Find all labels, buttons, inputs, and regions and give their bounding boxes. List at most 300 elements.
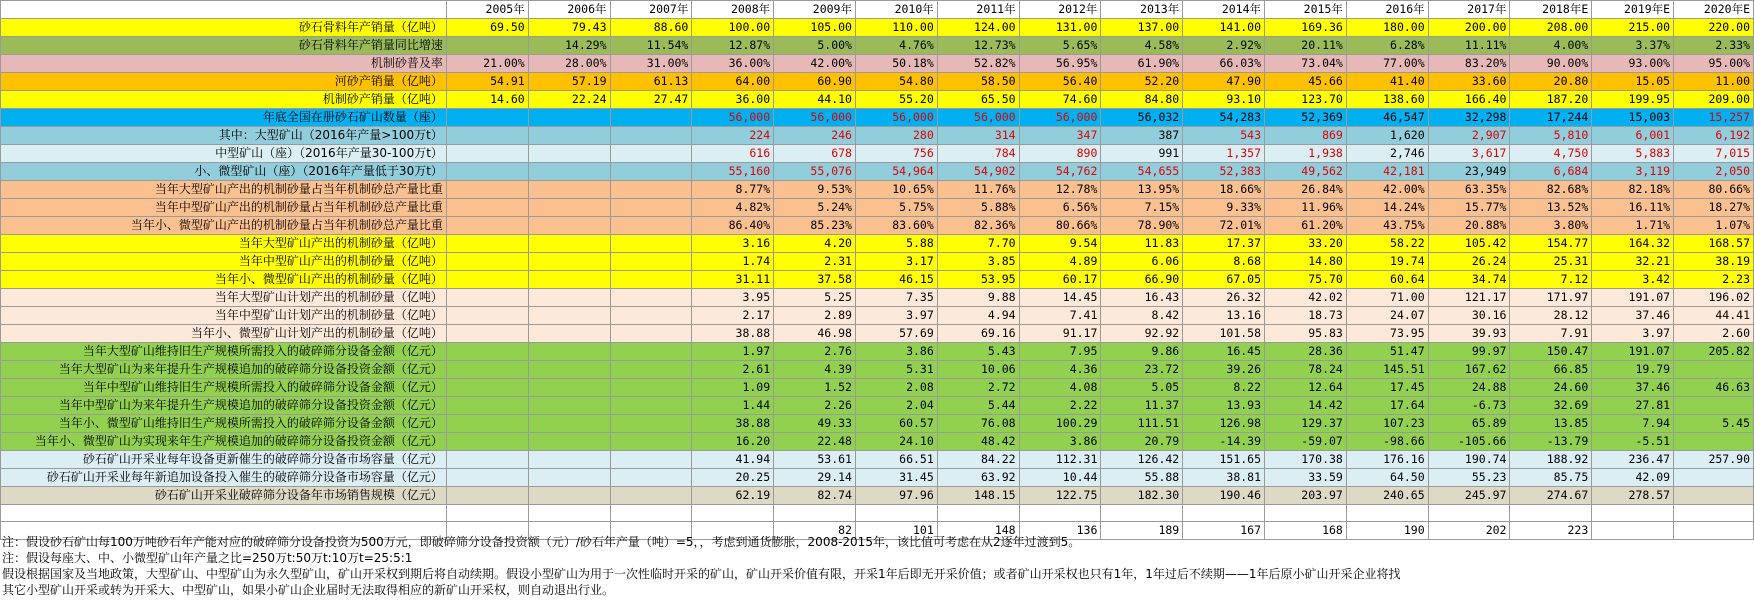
- data-cell[interactable]: 182.30: [1101, 487, 1183, 505]
- data-cell[interactable]: 176.16: [1346, 451, 1428, 469]
- data-cell[interactable]: 32.21: [1592, 253, 1674, 271]
- data-cell[interactable]: 280: [855, 127, 937, 145]
- data-cell[interactable]: 38.19: [1674, 253, 1754, 271]
- data-cell[interactable]: 54,283: [1183, 109, 1265, 127]
- data-cell[interactable]: 43.75%: [1346, 217, 1428, 235]
- data-cell[interactable]: 2.76: [774, 343, 856, 361]
- year-header-cell[interactable]: 2017年: [1428, 1, 1510, 19]
- data-cell[interactable]: 7.15%: [1101, 199, 1183, 217]
- row-label-cell[interactable]: 河砂产销量（亿吨）: [1, 73, 447, 91]
- data-cell[interactable]: 42.02: [1265, 289, 1347, 307]
- data-cell[interactable]: 64.00: [692, 73, 774, 91]
- data-cell[interactable]: 220.00: [1674, 19, 1754, 37]
- data-cell[interactable]: [1265, 505, 1347, 522]
- data-cell[interactable]: 67.05: [1183, 271, 1265, 289]
- data-cell[interactable]: 4.76%: [855, 37, 937, 55]
- data-cell[interactable]: 52,369: [1265, 109, 1347, 127]
- data-cell[interactable]: 100.29: [1019, 415, 1101, 433]
- data-cell[interactable]: 41.94: [692, 451, 774, 469]
- data-cell[interactable]: 168.57: [1674, 235, 1754, 253]
- data-cell[interactable]: 56,000: [774, 109, 856, 127]
- data-cell[interactable]: 17,244: [1510, 109, 1592, 127]
- data-cell[interactable]: 56.95%: [1019, 55, 1101, 73]
- data-cell[interactable]: 196.02: [1674, 289, 1754, 307]
- data-cell[interactable]: [528, 271, 610, 289]
- data-cell[interactable]: 756: [855, 145, 937, 163]
- data-cell[interactable]: 9.53%: [774, 181, 856, 199]
- data-cell[interactable]: 65.50: [937, 91, 1019, 109]
- data-cell[interactable]: 3.85: [937, 253, 1019, 271]
- data-cell[interactable]: 33.60: [1428, 73, 1510, 91]
- year-header-cell[interactable]: 2018年E: [1510, 1, 1592, 19]
- data-cell[interactable]: 1.52: [774, 379, 856, 397]
- data-cell[interactable]: 991: [1101, 145, 1183, 163]
- data-cell[interactable]: 33.20: [1265, 235, 1347, 253]
- row-label-cell[interactable]: 砂石骨料年产销量同比增速: [1, 37, 447, 55]
- data-cell[interactable]: 278.57: [1592, 487, 1674, 505]
- data-cell[interactable]: 3.17: [855, 253, 937, 271]
- data-cell[interactable]: 5.45: [1674, 415, 1754, 433]
- data-cell[interactable]: 60.64: [1346, 271, 1428, 289]
- data-cell[interactable]: 37.46: [1592, 307, 1674, 325]
- data-cell[interactable]: [610, 325, 692, 343]
- data-cell[interactable]: [937, 505, 1019, 522]
- row-label-cell[interactable]: [1, 505, 447, 522]
- data-cell[interactable]: [446, 469, 528, 487]
- data-cell[interactable]: 20.11%: [1265, 37, 1347, 55]
- data-cell[interactable]: 54,902: [937, 163, 1019, 181]
- data-cell[interactable]: 7.91: [1510, 325, 1592, 343]
- data-cell[interactable]: 5.44: [937, 397, 1019, 415]
- data-cell[interactable]: 15.77%: [1428, 199, 1510, 217]
- data-cell[interactable]: 54,762: [1019, 163, 1101, 181]
- data-cell[interactable]: 14.24%: [1346, 199, 1428, 217]
- data-cell[interactable]: 64.50: [1346, 469, 1428, 487]
- data-cell[interactable]: 95.83: [1265, 325, 1347, 343]
- data-cell[interactable]: 2.72: [937, 379, 1019, 397]
- data-cell[interactable]: 60.17: [1019, 271, 1101, 289]
- data-cell[interactable]: [528, 109, 610, 127]
- data-cell[interactable]: [610, 163, 692, 181]
- data-cell[interactable]: 126.42: [1101, 451, 1183, 469]
- data-cell[interactable]: 16.20: [692, 433, 774, 451]
- data-cell[interactable]: 55,160: [692, 163, 774, 181]
- data-cell[interactable]: 223: [1510, 522, 1592, 540]
- data-cell[interactable]: 56,000: [1019, 109, 1101, 127]
- data-cell[interactable]: 148.15: [937, 487, 1019, 505]
- data-cell[interactable]: 1,620: [1346, 127, 1428, 145]
- data-cell[interactable]: 12.73%: [937, 37, 1019, 55]
- data-cell[interactable]: 88.60: [610, 19, 692, 37]
- row-label-cell[interactable]: 当年中型矿山计划产出的机制砂量（亿吨）: [1, 307, 447, 325]
- data-cell[interactable]: 38.88: [692, 325, 774, 343]
- data-cell[interactable]: 45.66: [1265, 73, 1347, 91]
- data-cell[interactable]: 7,015: [1674, 145, 1754, 163]
- data-cell[interactable]: 13.16: [1183, 307, 1265, 325]
- data-cell[interactable]: 2.60: [1674, 325, 1754, 343]
- data-cell[interactable]: 784: [937, 145, 1019, 163]
- row-label-cell[interactable]: 当年小、微型矿山产出的机制砂量占当年机制砂总产量比重: [1, 217, 447, 235]
- data-cell[interactable]: 202: [1428, 522, 1510, 540]
- data-cell[interactable]: [1674, 433, 1754, 451]
- data-cell[interactable]: 191.07: [1592, 343, 1674, 361]
- year-header-cell[interactable]: 2006年: [528, 1, 610, 19]
- data-cell[interactable]: 1.71%: [1592, 217, 1674, 235]
- row-label-cell[interactable]: 当年中型矿山维持旧生产规模所需投入的破碎筛分设备金额（亿元）: [1, 379, 447, 397]
- data-cell[interactable]: 49,562: [1265, 163, 1347, 181]
- data-cell[interactable]: 26.24: [1428, 253, 1510, 271]
- data-cell[interactable]: [610, 505, 692, 522]
- data-cell[interactable]: 82.74: [774, 487, 856, 505]
- data-cell[interactable]: [528, 307, 610, 325]
- year-header-cell[interactable]: 2016年: [1346, 1, 1428, 19]
- data-cell[interactable]: [446, 235, 528, 253]
- data-cell[interactable]: 5.88: [855, 235, 937, 253]
- data-cell[interactable]: [528, 397, 610, 415]
- data-cell[interactable]: -6.73: [1428, 397, 1510, 415]
- data-cell[interactable]: 200.00: [1428, 19, 1510, 37]
- data-cell[interactable]: 17.37: [1183, 235, 1265, 253]
- data-cell[interactable]: [528, 127, 610, 145]
- data-cell[interactable]: 56,000: [937, 109, 1019, 127]
- data-cell[interactable]: 123.70: [1265, 91, 1347, 109]
- data-cell[interactable]: [446, 199, 528, 217]
- data-cell[interactable]: 92.92: [1101, 325, 1183, 343]
- data-cell[interactable]: 52,383: [1183, 163, 1265, 181]
- data-cell[interactable]: [610, 451, 692, 469]
- data-cell[interactable]: 38.81: [1183, 469, 1265, 487]
- data-cell[interactable]: 7.12: [1510, 271, 1592, 289]
- data-cell[interactable]: 126.98: [1183, 415, 1265, 433]
- data-cell[interactable]: [1592, 505, 1674, 522]
- data-cell[interactable]: [528, 217, 610, 235]
- data-cell[interactable]: 105.42: [1428, 235, 1510, 253]
- data-cell[interactable]: 191.07: [1592, 289, 1674, 307]
- data-cell[interactable]: 8.42: [1101, 307, 1183, 325]
- data-cell[interactable]: [446, 361, 528, 379]
- data-cell[interactable]: 678: [774, 145, 856, 163]
- data-cell[interactable]: 61.90%: [1101, 55, 1183, 73]
- data-cell[interactable]: 1.44: [692, 397, 774, 415]
- data-cell[interactable]: [528, 289, 610, 307]
- data-cell[interactable]: 14.45: [1019, 289, 1101, 307]
- row-label-cell[interactable]: 当年小、微型矿山维持旧生产规模所需投入的破碎筛分设备金额（亿元）: [1, 415, 447, 433]
- data-cell[interactable]: 215.00: [1592, 19, 1674, 37]
- data-cell[interactable]: [446, 127, 528, 145]
- data-cell[interactable]: 5.25: [774, 289, 856, 307]
- data-cell[interactable]: 31.45: [855, 469, 937, 487]
- data-cell[interactable]: 24.88: [1428, 379, 1510, 397]
- data-cell[interactable]: 110.00: [855, 19, 937, 37]
- data-cell[interactable]: 208.00: [1510, 19, 1592, 37]
- data-cell[interactable]: 46.98: [774, 325, 856, 343]
- data-cell[interactable]: 4.89: [1019, 253, 1101, 271]
- data-cell[interactable]: 80.66%: [1674, 181, 1754, 199]
- data-cell[interactable]: [528, 253, 610, 271]
- data-cell[interactable]: 46.63: [1674, 379, 1754, 397]
- data-cell[interactable]: [528, 487, 610, 505]
- data-cell[interactable]: 4.39: [774, 361, 856, 379]
- data-cell[interactable]: 82.68%: [1510, 181, 1592, 199]
- row-label-cell[interactable]: 当年大型矿山计划产出的机制砂量（亿吨）: [1, 289, 447, 307]
- data-cell[interactable]: 46.15: [855, 271, 937, 289]
- data-cell[interactable]: 314: [937, 127, 1019, 145]
- data-cell[interactable]: 105.00: [774, 19, 856, 37]
- data-cell[interactable]: 69.16: [937, 325, 1019, 343]
- data-cell[interactable]: [446, 307, 528, 325]
- data-cell[interactable]: 121.17: [1428, 289, 1510, 307]
- data-cell[interactable]: 3.86: [855, 343, 937, 361]
- data-cell[interactable]: 26.32: [1183, 289, 1265, 307]
- data-cell[interactable]: [1674, 361, 1754, 379]
- data-cell[interactable]: 15,257: [1674, 109, 1754, 127]
- data-cell[interactable]: 16.45: [1183, 343, 1265, 361]
- data-cell[interactable]: 41.40: [1346, 73, 1428, 91]
- data-cell[interactable]: 51.47: [1346, 343, 1428, 361]
- data-cell[interactable]: 7.41: [1019, 307, 1101, 325]
- data-cell[interactable]: -13.79: [1510, 433, 1592, 451]
- data-cell[interactable]: 93.00%: [1592, 55, 1674, 73]
- data-cell[interactable]: 4.82%: [692, 199, 774, 217]
- data-cell[interactable]: 10.06: [937, 361, 1019, 379]
- data-cell[interactable]: [446, 451, 528, 469]
- data-cell[interactable]: 190: [1346, 522, 1428, 540]
- data-cell[interactable]: 10.44: [1019, 469, 1101, 487]
- data-cell[interactable]: 53.61: [774, 451, 856, 469]
- data-cell[interactable]: 95.00%: [1674, 55, 1754, 73]
- data-cell[interactable]: [610, 469, 692, 487]
- data-cell[interactable]: 4.36: [1019, 361, 1101, 379]
- data-cell[interactable]: 5.05: [1101, 379, 1183, 397]
- data-cell[interactable]: 57.69: [855, 325, 937, 343]
- data-cell[interactable]: 27.47: [610, 91, 692, 109]
- data-cell[interactable]: 21.00%: [446, 55, 528, 73]
- data-cell[interactable]: 2.92%: [1183, 37, 1265, 55]
- data-cell[interactable]: [446, 397, 528, 415]
- data-cell[interactable]: 56,000: [692, 109, 774, 127]
- data-cell[interactable]: [528, 199, 610, 217]
- data-cell[interactable]: [1101, 505, 1183, 522]
- data-cell[interactable]: 1.97: [692, 343, 774, 361]
- data-cell[interactable]: 190.46: [1183, 487, 1265, 505]
- data-cell[interactable]: 2.23: [1674, 271, 1754, 289]
- data-cell[interactable]: [1428, 505, 1510, 522]
- data-cell[interactable]: 124.00: [937, 19, 1019, 37]
- data-cell[interactable]: 19.74: [1346, 253, 1428, 271]
- data-cell[interactable]: 2,907: [1428, 127, 1510, 145]
- row-label-cell[interactable]: 中型矿山（座）（2016年产量30-100万t）: [1, 145, 447, 163]
- data-cell[interactable]: 10.65%: [855, 181, 937, 199]
- data-cell[interactable]: 74.60: [1019, 91, 1101, 109]
- data-cell[interactable]: 54,964: [855, 163, 937, 181]
- data-cell[interactable]: 3.97: [855, 307, 937, 325]
- data-cell[interactable]: [446, 109, 528, 127]
- data-cell[interactable]: 131.00: [1019, 19, 1101, 37]
- data-cell[interactable]: 22.24: [528, 91, 610, 109]
- data-cell[interactable]: 28.00%: [528, 55, 610, 73]
- data-cell[interactable]: 5.65%: [1019, 37, 1101, 55]
- data-cell[interactable]: 7.70: [937, 235, 1019, 253]
- data-cell[interactable]: 16.11%: [1592, 199, 1674, 217]
- data-cell[interactable]: 73.04%: [1265, 55, 1347, 73]
- year-header-cell[interactable]: 2013年: [1101, 1, 1183, 19]
- data-cell[interactable]: 12.78%: [1019, 181, 1101, 199]
- data-cell[interactable]: [610, 145, 692, 163]
- data-cell[interactable]: 84.22: [937, 451, 1019, 469]
- data-cell[interactable]: 13.52%: [1510, 199, 1592, 217]
- data-cell[interactable]: 347: [1019, 127, 1101, 145]
- data-cell[interactable]: 1,938: [1265, 145, 1347, 163]
- data-cell[interactable]: 7.94: [1592, 415, 1674, 433]
- data-cell[interactable]: 78.90%: [1101, 217, 1183, 235]
- data-cell[interactable]: 13.93: [1183, 397, 1265, 415]
- data-cell[interactable]: 154.77: [1510, 235, 1592, 253]
- data-cell[interactable]: [446, 289, 528, 307]
- data-cell[interactable]: 4.08: [1019, 379, 1101, 397]
- data-cell[interactable]: 79.43: [528, 19, 610, 37]
- data-cell[interactable]: 42.00%: [774, 55, 856, 73]
- data-cell[interactable]: [610, 379, 692, 397]
- data-cell[interactable]: [446, 343, 528, 361]
- data-cell[interactable]: [610, 397, 692, 415]
- data-cell[interactable]: 224: [692, 127, 774, 145]
- year-header-cell[interactable]: 2012年: [1019, 1, 1101, 19]
- data-cell[interactable]: 3,617: [1428, 145, 1510, 163]
- data-cell[interactable]: 66.90: [1101, 271, 1183, 289]
- data-cell[interactable]: [528, 235, 610, 253]
- data-cell[interactable]: 6,684: [1510, 163, 1592, 181]
- data-cell[interactable]: 60.90: [774, 73, 856, 91]
- data-cell[interactable]: 6,192: [1674, 127, 1754, 145]
- data-cell[interactable]: 138.60: [1346, 91, 1428, 109]
- data-cell[interactable]: 188.92: [1510, 451, 1592, 469]
- data-cell[interactable]: [1674, 469, 1754, 487]
- data-cell[interactable]: 2.61: [692, 361, 774, 379]
- data-cell[interactable]: 52.20: [1101, 73, 1183, 91]
- year-header-cell[interactable]: 2008年: [692, 1, 774, 19]
- data-cell[interactable]: [446, 433, 528, 451]
- data-cell[interactable]: 66.85: [1510, 361, 1592, 379]
- data-cell[interactable]: 240.65: [1346, 487, 1428, 505]
- data-cell[interactable]: 9.33%: [1183, 199, 1265, 217]
- data-cell[interactable]: 3.42: [1592, 271, 1674, 289]
- data-cell[interactable]: 7.95: [1019, 343, 1101, 361]
- data-cell[interactable]: 2.31: [774, 253, 856, 271]
- data-cell[interactable]: 3,119: [1592, 163, 1674, 181]
- data-cell[interactable]: 18.73: [1265, 307, 1347, 325]
- data-cell[interactable]: [610, 253, 692, 271]
- data-cell[interactable]: 2.08: [855, 379, 937, 397]
- data-cell[interactable]: 30.16: [1428, 307, 1510, 325]
- data-cell[interactable]: [446, 163, 528, 181]
- data-cell[interactable]: 199.95: [1592, 91, 1674, 109]
- data-cell[interactable]: 54.80: [855, 73, 937, 91]
- data-cell[interactable]: 22.48: [774, 433, 856, 451]
- data-cell[interactable]: 76.08: [937, 415, 1019, 433]
- data-cell[interactable]: 32.69: [1510, 397, 1592, 415]
- data-cell[interactable]: [446, 217, 528, 235]
- data-cell[interactable]: 122.75: [1019, 487, 1101, 505]
- row-label-cell[interactable]: 当年中型矿山为来年提升生产规模追加的破碎筛分设备投资金额（亿元）: [1, 397, 447, 415]
- data-cell[interactable]: [446, 37, 528, 55]
- row-label-cell[interactable]: 机制砂普及率: [1, 55, 447, 73]
- data-cell[interactable]: 90.00%: [1510, 55, 1592, 73]
- data-cell[interactable]: 543: [1183, 127, 1265, 145]
- data-cell[interactable]: 3.95: [692, 289, 774, 307]
- data-cell[interactable]: 42,181: [1346, 163, 1428, 181]
- data-cell[interactable]: 48.42: [937, 433, 1019, 451]
- data-cell[interactable]: 3.86: [1019, 433, 1101, 451]
- data-cell[interactable]: 2.17: [692, 307, 774, 325]
- data-cell[interactable]: 129.37: [1265, 415, 1347, 433]
- data-cell[interactable]: [610, 181, 692, 199]
- data-cell[interactable]: 2.22: [1019, 397, 1101, 415]
- row-label-cell[interactable]: 当年中型矿山产出的机制砂量占当年机制砂总产量比重: [1, 199, 447, 217]
- data-cell[interactable]: 24.07: [1346, 307, 1428, 325]
- year-header-cell[interactable]: 2019年E: [1592, 1, 1674, 19]
- data-cell[interactable]: 151.65: [1183, 451, 1265, 469]
- data-cell[interactable]: 4,750: [1510, 145, 1592, 163]
- data-cell[interactable]: 8.22: [1183, 379, 1265, 397]
- data-cell[interactable]: 4.20: [774, 235, 856, 253]
- data-cell[interactable]: 6.28%: [1346, 37, 1428, 55]
- data-cell[interactable]: 150.47: [1510, 343, 1592, 361]
- data-cell[interactable]: 7.35: [855, 289, 937, 307]
- data-cell[interactable]: 2.04: [855, 397, 937, 415]
- year-header-cell[interactable]: 2009年: [774, 1, 856, 19]
- data-cell[interactable]: 80.66%: [1019, 217, 1101, 235]
- data-cell[interactable]: 20.80: [1510, 73, 1592, 91]
- data-cell[interactable]: [610, 487, 692, 505]
- data-cell[interactable]: 18.66%: [1183, 181, 1265, 199]
- data-cell[interactable]: 23.72: [1101, 361, 1183, 379]
- data-cell[interactable]: 3.80%: [1510, 217, 1592, 235]
- data-cell[interactable]: 62.19: [692, 487, 774, 505]
- data-cell[interactable]: 56.40: [1019, 73, 1101, 91]
- data-cell[interactable]: -98.66: [1346, 433, 1428, 451]
- data-cell[interactable]: 205.82: [1674, 343, 1754, 361]
- data-cell[interactable]: 20.79: [1101, 433, 1183, 451]
- data-cell[interactable]: 2,050: [1674, 163, 1754, 181]
- data-cell[interactable]: 55.23: [1428, 469, 1510, 487]
- data-cell[interactable]: [692, 505, 774, 522]
- data-cell[interactable]: [446, 379, 528, 397]
- data-cell[interactable]: 57.19: [528, 73, 610, 91]
- data-cell[interactable]: 387: [1101, 127, 1183, 145]
- data-cell[interactable]: -5.51: [1592, 433, 1674, 451]
- data-cell[interactable]: 169.36: [1265, 19, 1347, 37]
- data-cell[interactable]: 85.75: [1510, 469, 1592, 487]
- data-cell[interactable]: 61.13: [610, 73, 692, 91]
- data-cell[interactable]: 5.75%: [855, 199, 937, 217]
- data-cell[interactable]: [855, 505, 937, 522]
- data-cell[interactable]: [1019, 505, 1101, 522]
- data-cell[interactable]: 56,032: [1101, 109, 1183, 127]
- data-cell[interactable]: [446, 271, 528, 289]
- data-cell[interactable]: 69.50: [446, 19, 528, 37]
- data-cell[interactable]: [528, 163, 610, 181]
- row-label-cell[interactable]: 砂石矿山开采业每年新追加设备投入催生的破碎筛分设备市场容量（亿元）: [1, 469, 447, 487]
- row-label-cell[interactable]: 砂石矿山开采业每年设备更新催生的破碎筛分设备市场容量（亿元）: [1, 451, 447, 469]
- data-cell[interactable]: 37.46: [1592, 379, 1674, 397]
- data-cell[interactable]: 58.22: [1346, 235, 1428, 253]
- row-label-cell[interactable]: 当年大型矿山维持旧生产规模所需投入的破碎筛分设备金额（亿元）: [1, 343, 447, 361]
- data-cell[interactable]: 44.10: [774, 91, 856, 109]
- data-cell[interactable]: 170.38: [1265, 451, 1347, 469]
- data-cell[interactable]: 9.86: [1101, 343, 1183, 361]
- data-cell[interactable]: 12.64: [1265, 379, 1347, 397]
- data-cell[interactable]: 83.20%: [1428, 55, 1510, 73]
